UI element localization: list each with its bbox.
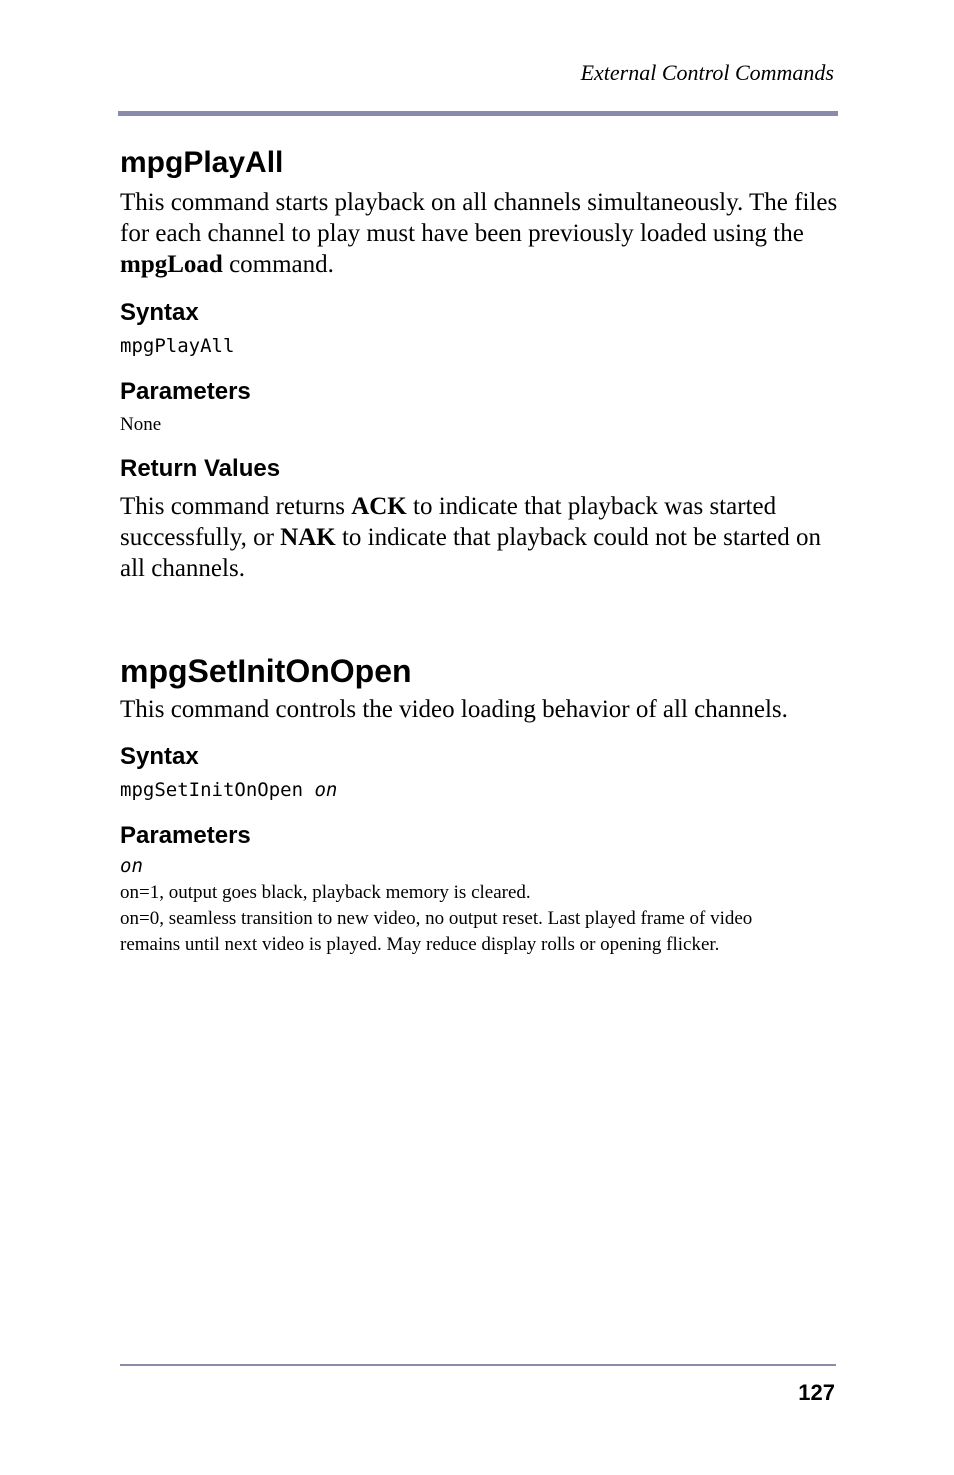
parameters-text: None <box>120 414 162 435</box>
ack-term: ACK <box>351 493 407 520</box>
section-description: This command controls the video loading behavior of all channels. <box>120 696 788 723</box>
section-mpgplayall <box>120 142 838 584</box>
param-name <box>120 853 838 879</box>
description-text-end: command. <box>222 251 334 278</box>
nak-term: NAK <box>280 524 336 551</box>
param-line-2: on=0, seamless transition to new video, no output reset. Last played frame of video remains until next video is played. May reduce display rolls or opening flicker. <box>120 908 753 955</box>
section-title: mpgSetInitOnOpen <box>120 653 412 689</box>
syntax-heading: Syntax <box>120 743 199 770</box>
page-number: 127 <box>798 1380 835 1405</box>
section-title: mpgPlayAll <box>120 146 284 179</box>
return-text-3: to indicate that playback could not be started on all channels. <box>120 524 821 582</box>
page-content <box>120 142 838 958</box>
section-description <box>120 187 838 280</box>
syntax-code <box>120 777 838 803</box>
section-mpgsetinitonopen <box>120 650 838 958</box>
parameters-heading: Parameters <box>120 378 251 405</box>
param-name-text: on <box>120 855 143 877</box>
return-values-text <box>120 491 838 584</box>
syntax-command: mpgSetInitOnOpen <box>120 779 315 801</box>
description-text: This command starts playback on all channels simultaneously. The files for each channel to play must have been previously loaded using the <box>120 189 838 247</box>
return-text-2: to indicate that playback was started successfully, or <box>120 493 777 551</box>
syntax-heading: Syntax <box>120 299 199 326</box>
return-text-1: This command returns <box>120 493 352 520</box>
footer-rule <box>120 1364 836 1366</box>
command-reference: mpgLoad <box>120 251 223 278</box>
return-values-heading: Return Values <box>120 455 281 482</box>
syntax-param: on <box>314 779 338 801</box>
parameters-heading: Parameters <box>120 822 251 849</box>
running-header: External Control Commands <box>580 60 834 85</box>
header-rule <box>118 111 838 116</box>
syntax-code: mpgPlayAll <box>120 335 235 357</box>
param-line-1: on=1, output goes black, playback memory is cleared. <box>120 882 531 903</box>
